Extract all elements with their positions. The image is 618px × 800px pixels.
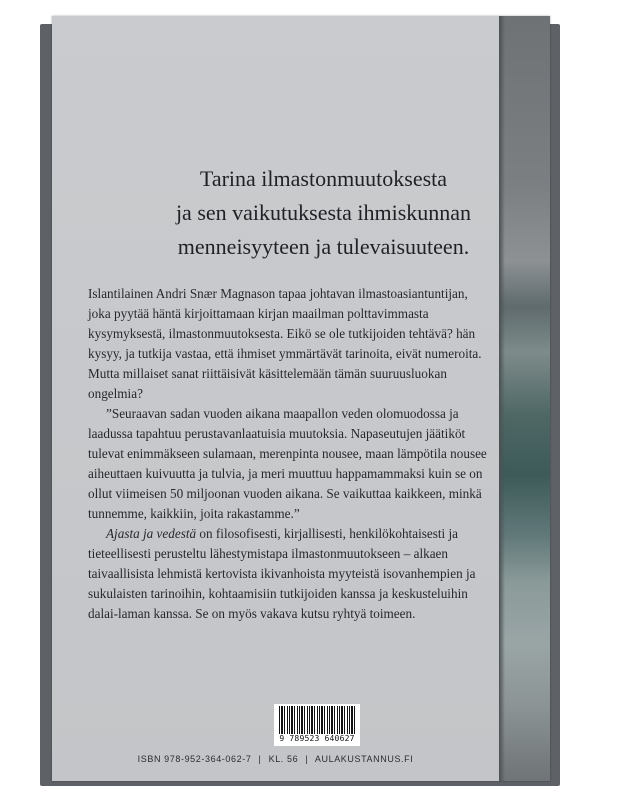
cover-photo-strip	[499, 16, 550, 781]
barcode-bars	[279, 706, 355, 734]
publisher-url: AULAKUSTANNUS.FI	[314, 754, 414, 764]
isbn: ISBN 978-952-364-062-7	[137, 754, 252, 764]
blurb-paragraph-1: Islantilainen Andri Snær Magnason tapaa johtavan ilmastoasiantuntijan, joka pyytää häntä kirjoittamaan kirjan maailman polttavimmasta kysymyksestä, ilmastonmuutoksesta. Eikö se ole tutkijoiden tehtävä? hän kysyy, ja tutkija vastaa, että ihmiset ymmärtävät tarinoita, eivät numeroita. Mutta millaiset sanat riittäisivät käsittelemään tämän suuruusluokan ongelmia?	[88, 286, 482, 401]
barcode	[274, 704, 360, 746]
separator: |	[305, 754, 309, 764]
blurb	[88, 284, 493, 624]
blurb-paragraph-3-text: on filosofisesti, kirjallisesti, henkilökohtaisesti ja tieteellisesti perusteltu lähestymistapa ilmastonmuutokseen – alkaen taivaallisista lehmistä kertovista ikivanhoista myyteistä isovanhempien ja sukulaisten tarinoihin, kohtaamisiin tutkijoiden kanssa ja keskusteluihin dalai-laman kanssa. Se on myös vakava kutsu ryhtyä toimeen.	[88, 526, 476, 621]
book-title-italic: Ajasta ja vedestä	[106, 526, 197, 541]
footer-info	[52, 754, 499, 764]
library-class: KL. 56	[268, 754, 299, 764]
blurb-paragraph-3	[88, 524, 493, 624]
headline	[52, 162, 499, 264]
headline-line-1: Tarina ilmastonmuutoksesta	[199, 166, 448, 191]
headline-line-2: ja sen vaikutuksesta ihmiskunnan	[175, 200, 472, 225]
book-back-cover	[52, 16, 550, 781]
barcode-digits: 9 789523 640627	[279, 734, 355, 743]
blurb-paragraph-2: ”Seuraavan sadan vuoden aikana maapallon veden olomuodossa ja laadussa tapahtuu perustavanlaatuisia muutoksia. Napaseutujen jäätiköt tulevat enimmäkseen sulamaan, merenpinta nousee, maan lämpötila nousee aiheuttaen kuivuutta ja tulvia, ja meri muuttuu happamammaksi kuin se on ollut viimeisen 50 miljoonan vuoden aikana. Se vaikuttaa kaikkeen, minkä tunnemme, kaikkiin, joita rakastamme.”	[88, 406, 487, 521]
headline-line-3: menneisyyteen ja tulevaisuuteen.	[177, 234, 470, 259]
separator: |	[258, 754, 262, 764]
